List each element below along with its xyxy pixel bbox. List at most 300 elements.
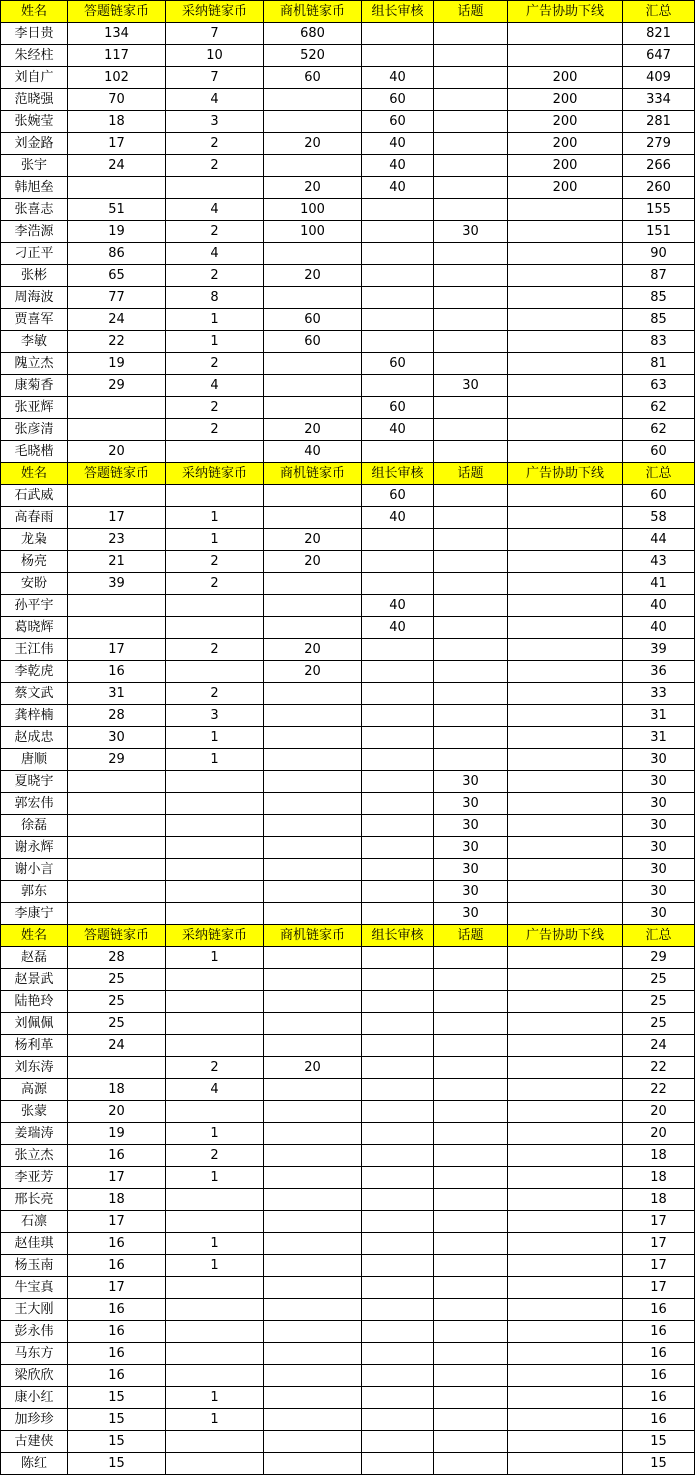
cell-business-coins [264, 1387, 362, 1409]
cell-ad-assist-offline [508, 485, 623, 507]
cell-answer-coins: 65 [68, 265, 166, 287]
cell-business-coins [264, 837, 362, 859]
cell-topic [434, 1233, 508, 1255]
cell-ad-assist-offline [508, 1123, 623, 1145]
cell-total: 58 [623, 507, 695, 529]
cell-topic [434, 23, 508, 45]
cell-ad-assist-offline: 200 [508, 177, 623, 199]
cell-leader-review [362, 1167, 434, 1189]
cell-leader-review [362, 705, 434, 727]
cell-answer-coins: 18 [68, 1189, 166, 1211]
header-cell-business-coins: 商机链家币 [264, 1, 362, 23]
cell-leader-review [362, 331, 434, 353]
cell-total: 85 [623, 309, 695, 331]
table-row [1, 485, 695, 507]
cell-adopt-coins: 2 [166, 1145, 264, 1167]
cell-ad-assist-offline [508, 1255, 623, 1277]
cell-adopt-coins [166, 1211, 264, 1233]
cell-answer-coins: 29 [68, 375, 166, 397]
cell-topic: 30 [434, 859, 508, 881]
cell-answer-coins: 39 [68, 573, 166, 595]
table-row [1, 419, 695, 441]
table-row [1, 595, 695, 617]
cell-adopt-coins: 3 [166, 705, 264, 727]
cell-business-coins [264, 595, 362, 617]
cell-total: 22 [623, 1057, 695, 1079]
cell-adopt-coins: 1 [166, 1409, 264, 1431]
cell-business-coins: 20 [264, 265, 362, 287]
cell-ad-assist-offline [508, 749, 623, 771]
cell-business-coins [264, 573, 362, 595]
cell-name: 孙平宇 [1, 595, 68, 617]
cell-topic [434, 199, 508, 221]
cell-answer-coins: 21 [68, 551, 166, 573]
cell-ad-assist-offline [508, 1453, 623, 1475]
cell-adopt-coins: 1 [166, 309, 264, 331]
table-row [1, 749, 695, 771]
cell-leader-review [362, 573, 434, 595]
cell-business-coins [264, 1365, 362, 1387]
cell-leader-review [362, 1057, 434, 1079]
table-row [1, 969, 695, 991]
cell-total: 266 [623, 155, 695, 177]
cell-adopt-coins [166, 661, 264, 683]
cell-total: 83 [623, 331, 695, 353]
cell-topic: 30 [434, 221, 508, 243]
table-row [1, 727, 695, 749]
cell-leader-review [362, 815, 434, 837]
cell-leader-review [362, 441, 434, 463]
cell-name: 陆艳玲 [1, 991, 68, 1013]
cell-business-coins [264, 1277, 362, 1299]
cell-adopt-coins [166, 1299, 264, 1321]
cell-name: 毛晓楷 [1, 441, 68, 463]
cell-ad-assist-offline [508, 331, 623, 353]
cell-adopt-coins: 1 [166, 1255, 264, 1277]
cell-business-coins [264, 1431, 362, 1453]
cell-total: 63 [623, 375, 695, 397]
cell-name: 李敏 [1, 331, 68, 353]
cell-name: 隗立杰 [1, 353, 68, 375]
cell-topic [434, 353, 508, 375]
cell-adopt-coins [166, 903, 264, 925]
cell-leader-review [362, 1431, 434, 1453]
cell-name: 赵磊 [1, 947, 68, 969]
cell-ad-assist-offline [508, 947, 623, 969]
cell-ad-assist-offline [508, 1211, 623, 1233]
cell-total: 31 [623, 705, 695, 727]
cell-name: 高春雨 [1, 507, 68, 529]
cell-ad-assist-offline [508, 265, 623, 287]
cell-leader-review [362, 947, 434, 969]
cell-ad-assist-offline: 200 [508, 89, 623, 111]
cell-leader-review [362, 771, 434, 793]
cell-total: 17 [623, 1277, 695, 1299]
cell-answer-coins [68, 793, 166, 815]
cell-total: 25 [623, 1013, 695, 1035]
cell-answer-coins: 20 [68, 441, 166, 463]
cell-answer-coins [68, 903, 166, 925]
header-row [1, 463, 695, 485]
cell-topic: 30 [434, 771, 508, 793]
cell-topic [434, 1167, 508, 1189]
cell-topic [434, 89, 508, 111]
cell-leader-review [362, 1035, 434, 1057]
cell-leader-review [362, 903, 434, 925]
cell-topic [434, 111, 508, 133]
cell-ad-assist-offline [508, 529, 623, 551]
cell-leader-review [362, 991, 434, 1013]
cell-topic [434, 573, 508, 595]
cell-name: 郭宏伟 [1, 793, 68, 815]
cell-business-coins [264, 287, 362, 309]
table-row [1, 991, 695, 1013]
cell-adopt-coins [166, 1035, 264, 1057]
cell-ad-assist-offline [508, 309, 623, 331]
cell-name: 周海波 [1, 287, 68, 309]
cell-topic: 30 [434, 881, 508, 903]
cell-topic [434, 1255, 508, 1277]
cell-leader-review [362, 1409, 434, 1431]
table-row [1, 1189, 695, 1211]
cell-leader-review [362, 1013, 434, 1035]
cell-total: 87 [623, 265, 695, 287]
table-row [1, 705, 695, 727]
cell-ad-assist-offline [508, 287, 623, 309]
cell-total: 16 [623, 1299, 695, 1321]
cell-business-coins [264, 815, 362, 837]
cell-ad-assist-offline [508, 683, 623, 705]
header-cell-name: 姓名 [1, 463, 68, 485]
cell-total: 29 [623, 947, 695, 969]
cell-answer-coins: 19 [68, 353, 166, 375]
cell-leader-review [362, 1079, 434, 1101]
table-row [1, 441, 695, 463]
cell-ad-assist-offline [508, 1013, 623, 1035]
cell-leader-review [362, 309, 434, 331]
cell-business-coins [264, 771, 362, 793]
cell-total: 821 [623, 23, 695, 45]
cell-business-coins: 20 [264, 661, 362, 683]
cell-total: 151 [623, 221, 695, 243]
cell-adopt-coins [166, 1013, 264, 1035]
cell-answer-coins [68, 815, 166, 837]
cell-name: 张婉莹 [1, 111, 68, 133]
cell-ad-assist-offline [508, 419, 623, 441]
cell-leader-review: 60 [362, 89, 434, 111]
cell-name: 王江伟 [1, 639, 68, 661]
cell-adopt-coins [166, 617, 264, 639]
cell-business-coins [264, 1167, 362, 1189]
cell-total: 30 [623, 771, 695, 793]
cell-total: 31 [623, 727, 695, 749]
cell-ad-assist-offline [508, 1145, 623, 1167]
cell-topic [434, 1101, 508, 1123]
cell-answer-coins: 30 [68, 727, 166, 749]
cell-total: 16 [623, 1321, 695, 1343]
cell-total: 30 [623, 815, 695, 837]
cell-adopt-coins [166, 177, 264, 199]
cell-total: 85 [623, 287, 695, 309]
cell-name: 谢永辉 [1, 837, 68, 859]
cell-answer-coins [68, 397, 166, 419]
header-cell-total: 汇总 [623, 925, 695, 947]
cell-leader-review: 60 [362, 353, 434, 375]
cell-total: 43 [623, 551, 695, 573]
table-row [1, 551, 695, 573]
cell-answer-coins: 77 [68, 287, 166, 309]
cell-adopt-coins [166, 1101, 264, 1123]
cell-answer-coins [68, 177, 166, 199]
cell-adopt-coins: 4 [166, 199, 264, 221]
cell-business-coins: 20 [264, 419, 362, 441]
cell-leader-review [362, 639, 434, 661]
table-row [1, 881, 695, 903]
cell-answer-coins: 16 [68, 1343, 166, 1365]
cell-leader-review [362, 969, 434, 991]
table-row [1, 221, 695, 243]
table-row [1, 331, 695, 353]
cell-answer-coins: 15 [68, 1409, 166, 1431]
cell-topic [434, 287, 508, 309]
cell-adopt-coins [166, 881, 264, 903]
cell-business-coins [264, 507, 362, 529]
cell-name: 刘佩佩 [1, 1013, 68, 1035]
cell-total: 40 [623, 595, 695, 617]
cell-leader-review [362, 859, 434, 881]
cell-name: 杨亮 [1, 551, 68, 573]
cell-answer-coins: 16 [68, 1321, 166, 1343]
cell-answer-coins: 15 [68, 1453, 166, 1475]
cell-business-coins [264, 1189, 362, 1211]
cell-answer-coins [68, 859, 166, 881]
cell-adopt-coins: 4 [166, 375, 264, 397]
cell-answer-coins: 17 [68, 1211, 166, 1233]
cell-name: 张彬 [1, 265, 68, 287]
cell-leader-review [362, 1123, 434, 1145]
cell-leader-review [362, 793, 434, 815]
table-row [1, 1079, 695, 1101]
table-row [1, 177, 695, 199]
cell-business-coins [264, 793, 362, 815]
cell-answer-coins: 29 [68, 749, 166, 771]
table-row [1, 1409, 695, 1431]
cell-ad-assist-offline [508, 1101, 623, 1123]
cell-name: 加珍珍 [1, 1409, 68, 1431]
cell-ad-assist-offline [508, 1035, 623, 1057]
cell-topic [434, 485, 508, 507]
cell-answer-coins: 19 [68, 221, 166, 243]
header-cell-leader-review: 组长审核 [362, 1, 434, 23]
cell-adopt-coins [166, 485, 264, 507]
cell-total: 30 [623, 881, 695, 903]
table-row [1, 903, 695, 925]
cell-leader-review [362, 45, 434, 67]
header-cell-total: 汇总 [623, 1, 695, 23]
cell-leader-review: 40 [362, 617, 434, 639]
cell-leader-review [362, 1387, 434, 1409]
cell-ad-assist-offline [508, 1431, 623, 1453]
cell-adopt-coins [166, 859, 264, 881]
cell-name: 张蒙 [1, 1101, 68, 1123]
cell-business-coins [264, 155, 362, 177]
cell-topic [434, 1409, 508, 1431]
table-row [1, 45, 695, 67]
cell-leader-review: 60 [362, 397, 434, 419]
cell-ad-assist-offline: 200 [508, 133, 623, 155]
cell-topic [434, 1365, 508, 1387]
cell-topic: 30 [434, 793, 508, 815]
cell-name: 李日贵 [1, 23, 68, 45]
cell-business-coins [264, 1079, 362, 1101]
cell-business-coins: 520 [264, 45, 362, 67]
table-row [1, 1101, 695, 1123]
header-cell-answer-coins: 答题链家币 [68, 925, 166, 947]
cell-business-coins [264, 1035, 362, 1057]
cell-answer-coins [68, 771, 166, 793]
table-row [1, 771, 695, 793]
table-row [1, 1431, 695, 1453]
cell-topic [434, 1453, 508, 1475]
cell-adopt-coins: 1 [166, 947, 264, 969]
cell-answer-coins: 20 [68, 1101, 166, 1123]
cell-name: 赵成忠 [1, 727, 68, 749]
cell-name: 牛宝真 [1, 1277, 68, 1299]
cell-topic [434, 1211, 508, 1233]
cell-total: 18 [623, 1189, 695, 1211]
cell-answer-coins: 24 [68, 1035, 166, 1057]
table-row [1, 1123, 695, 1145]
cell-ad-assist-offline [508, 1167, 623, 1189]
table-row [1, 793, 695, 815]
cell-adopt-coins: 4 [166, 89, 264, 111]
cell-ad-assist-offline [508, 243, 623, 265]
cell-adopt-coins: 2 [166, 683, 264, 705]
cell-adopt-coins: 2 [166, 221, 264, 243]
cell-answer-coins: 19 [68, 1123, 166, 1145]
cell-topic: 30 [434, 815, 508, 837]
cell-topic [434, 727, 508, 749]
cell-business-coins [264, 1299, 362, 1321]
cell-ad-assist-offline [508, 595, 623, 617]
cell-answer-coins [68, 617, 166, 639]
cell-business-coins [264, 859, 362, 881]
cell-leader-review [362, 375, 434, 397]
cell-ad-assist-offline [508, 1277, 623, 1299]
cell-adopt-coins [166, 837, 264, 859]
header-cell-topic: 话题 [434, 925, 508, 947]
table-row [1, 815, 695, 837]
cell-name: 安盼 [1, 573, 68, 595]
cell-answer-coins: 23 [68, 529, 166, 551]
cell-ad-assist-offline [508, 793, 623, 815]
header-cell-adopt-coins: 采纳链家币 [166, 463, 264, 485]
cell-ad-assist-offline [508, 551, 623, 573]
cell-adopt-coins: 10 [166, 45, 264, 67]
cell-adopt-coins [166, 1343, 264, 1365]
cell-topic [434, 507, 508, 529]
cell-topic [434, 1145, 508, 1167]
table-row [1, 1277, 695, 1299]
table-row [1, 683, 695, 705]
cell-total: 15 [623, 1453, 695, 1475]
cell-ad-assist-offline [508, 1387, 623, 1409]
cell-topic [434, 331, 508, 353]
table-row [1, 1255, 695, 1277]
table-row [1, 1453, 695, 1475]
table-row [1, 1035, 695, 1057]
table-row [1, 1387, 695, 1409]
cell-name: 龚梓楠 [1, 705, 68, 727]
cell-adopt-coins: 2 [166, 551, 264, 573]
cell-topic [434, 1013, 508, 1035]
cell-name: 彭永伟 [1, 1321, 68, 1343]
cell-adopt-coins: 1 [166, 727, 264, 749]
cell-total: 30 [623, 859, 695, 881]
cell-total: 334 [623, 89, 695, 111]
cell-adopt-coins [166, 1321, 264, 1343]
cell-topic [434, 639, 508, 661]
cell-topic [434, 1035, 508, 1057]
cell-adopt-coins [166, 441, 264, 463]
cell-ad-assist-offline [508, 771, 623, 793]
header-cell-answer-coins: 答题链家币 [68, 1, 166, 23]
header-cell-adopt-coins: 采纳链家币 [166, 925, 264, 947]
header-cell-name: 姓名 [1, 925, 68, 947]
cell-topic [434, 397, 508, 419]
cell-total: 44 [623, 529, 695, 551]
cell-topic [434, 595, 508, 617]
header-cell-leader-review: 组长审核 [362, 925, 434, 947]
header-cell-name: 姓名 [1, 1, 68, 23]
cell-ad-assist-offline [508, 1057, 623, 1079]
cell-ad-assist-offline [508, 199, 623, 221]
cell-topic [434, 1079, 508, 1101]
cell-business-coins [264, 1101, 362, 1123]
cell-ad-assist-offline [508, 837, 623, 859]
table-row [1, 639, 695, 661]
table-row [1, 529, 695, 551]
cell-adopt-coins [166, 1189, 264, 1211]
cell-total: 15 [623, 1431, 695, 1453]
cell-name: 梁欣欣 [1, 1365, 68, 1387]
cell-answer-coins: 86 [68, 243, 166, 265]
cell-business-coins: 20 [264, 529, 362, 551]
cell-answer-coins: 24 [68, 155, 166, 177]
cell-name: 康小红 [1, 1387, 68, 1409]
cell-answer-coins: 17 [68, 1277, 166, 1299]
table-row [1, 617, 695, 639]
cell-total: 40 [623, 617, 695, 639]
cell-leader-review [362, 199, 434, 221]
cell-name: 马东方 [1, 1343, 68, 1365]
cell-answer-coins: 16 [68, 661, 166, 683]
cell-adopt-coins [166, 1277, 264, 1299]
cell-topic [434, 947, 508, 969]
cell-leader-review [362, 243, 434, 265]
cell-name: 李康宁 [1, 903, 68, 925]
header-cell-topic: 话题 [434, 1, 508, 23]
cell-topic: 30 [434, 375, 508, 397]
cell-adopt-coins: 2 [166, 419, 264, 441]
cell-answer-coins: 22 [68, 331, 166, 353]
header-cell-adopt-coins: 采纳链家币 [166, 1, 264, 23]
cell-name: 杨玉南 [1, 1255, 68, 1277]
cell-topic [434, 1343, 508, 1365]
cell-name: 范晓强 [1, 89, 68, 111]
cell-leader-review [362, 23, 434, 45]
cell-answer-coins: 17 [68, 133, 166, 155]
